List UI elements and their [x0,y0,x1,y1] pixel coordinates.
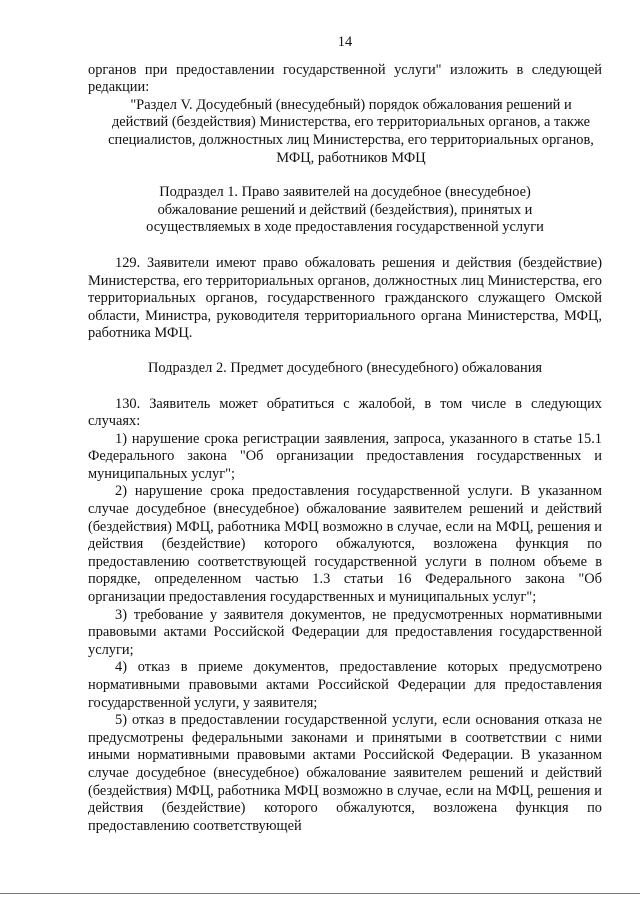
section-title: "Раздел V. Досудебный (внесудебный) порядок обжалования решений и действий (бездействия) Министерства, его территориальных органов, а также специалистов, должностных лиц Министерства, его территориальных органов, МФЦ, работников МФЦ [108,96,594,166]
subsection-2-title: Подраздел 2. Предмет досудебного (внесудебного) обжалования [147,359,543,376]
list-item-4: 4) отказ в приеме документов, предоставление которых предусмотрено нормативными правовыми актами Российской Федерации для предоставления государственной услуги, у заявителя; [88,659,602,711]
intro-paragraph: органов при предоставлении государственной услуги" изложить в следующей редакции: [88,61,602,96]
list-item-1: 1) нарушение срока регистрации заявления, запроса, указанного в статье 15.1 Федерального закона "Об организации предоставления государственных и муниципальных услуг"; [88,430,602,482]
list-item-3: 3) требование у заявителя документов, не предусмотренных нормативными правовыми актами Российской Федерации для предоставления государственной услуги; [88,606,602,658]
page-bottom-divider [0,893,640,894]
paragraph-130: 130. Заявитель может обратиться с жалобой, в том числе в следующих случаях: [88,395,602,430]
page-number: 14 [337,34,353,50]
subsection-1-title: Подраздел 1. Право заявителей на досудебное (внесудебное) обжалование решений и действий (бездействия), принятых и осуществляемых в ходе предоставления государственной услуги [146,184,544,236]
paragraph-129: 129. Заявители имеют право обжаловать решения и действия (бездействие) Министерства, его территориальных органов, должностных лиц Министерства, его территориальных органов, государственного гражданского служащего Омской области, Министра, руководителя территориального органа Министерства, МФЦ, работника МФЦ. [88,254,602,342]
list-item-2: 2) нарушение срока предоставления государственной услуги. В указанном случае досудебное (внесудебное) обжалование заявителем решений и действий (бездействия) МФЦ, работника МФЦ возможно в случае, если на МФЦ, решения и действия (бездействие) которого обжалуются, возложена функция по предоставлению соответствующей государственной услуги в полном объеме в порядке, определенном частью 1.3 статьи 16 Федерального закона "Об организации предоставления государственных и муниципальных услуг"; [88,483,602,606]
list-item-5: 5) отказ в предоставлении государственной услуги, если основания отказа не предусмотрены федеральными законами и принятыми в соответствии с ними иными нормативными правовыми актами Российской Федерации. В указанном случае досудебное (внесудебное) обжалование заявителем решений и действий (бездействия) МФЦ, работника МФЦ возможно в случае, если на МФЦ, решения и действия (бездействие) которого обжалуются, возложена функция по предоставлению соответствующей [88,712,602,834]
